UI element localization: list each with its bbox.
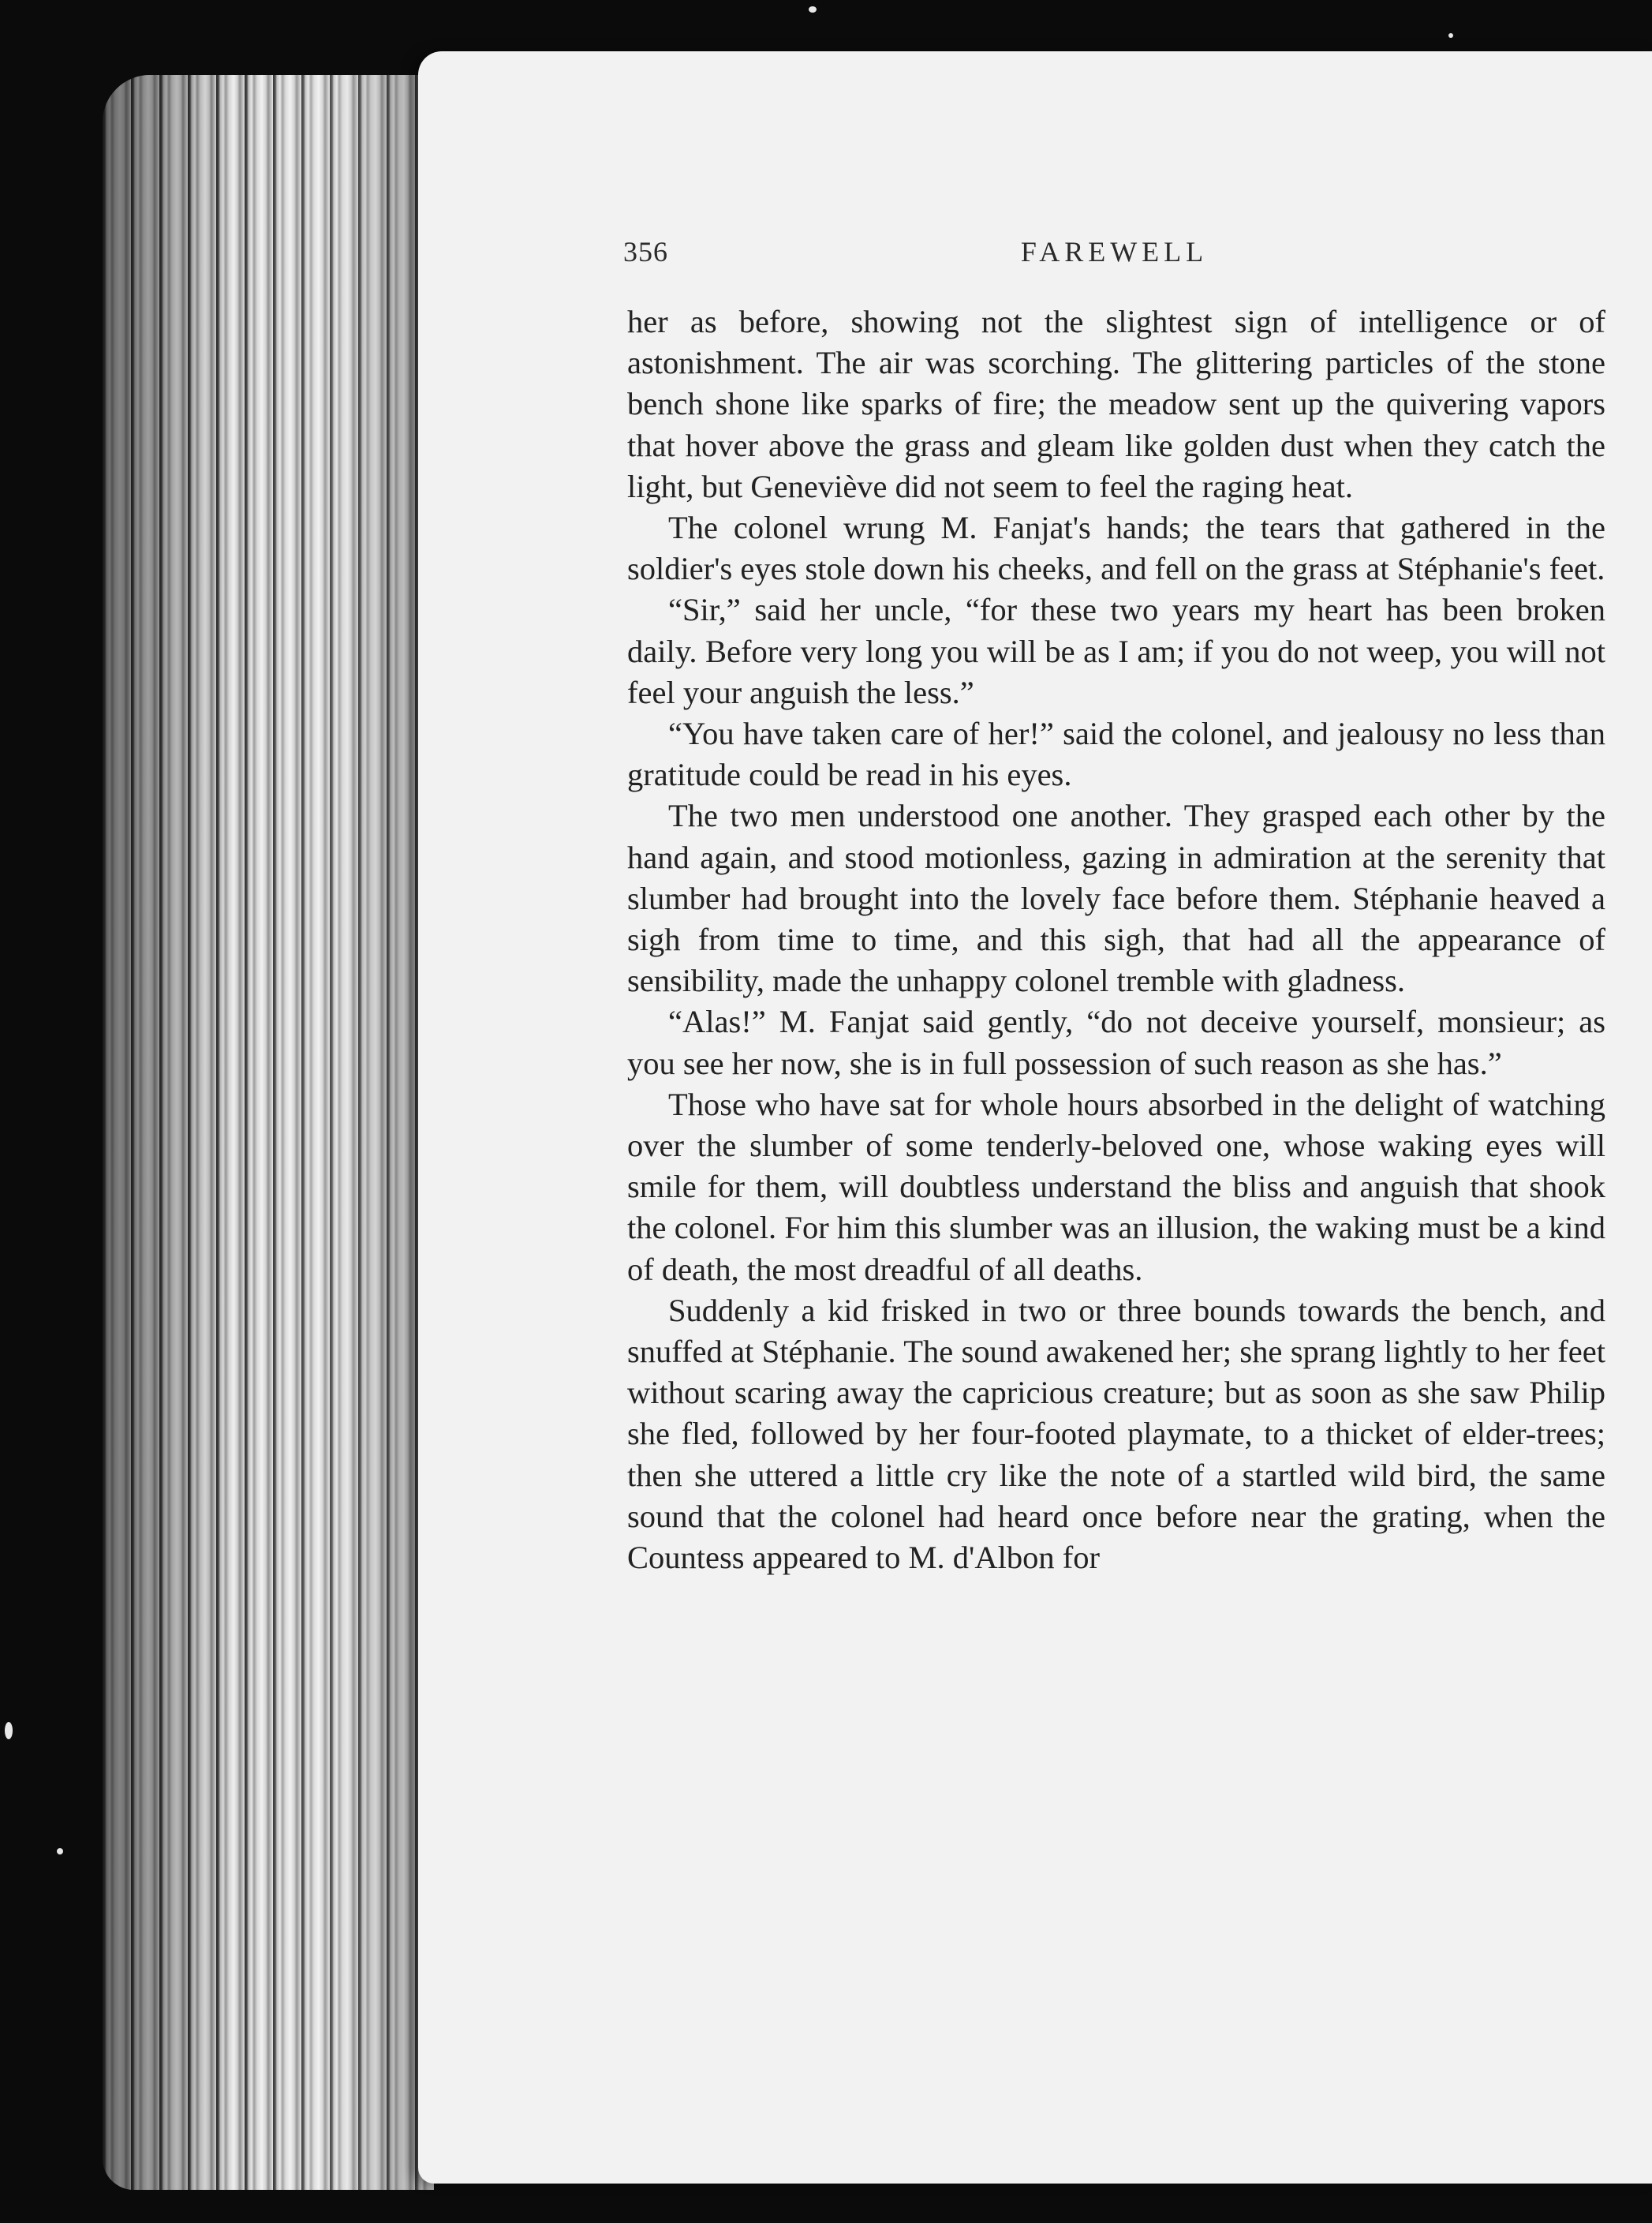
running-title: FAREWELL [1020,236,1209,268]
paragraph: “Alas!” M. Fanjat said gently, “do not deceive yourself, monsieur; as you see her now, she is in full possession of such reason as she has.” [627,1004,1605,1081]
paragraph: Those who have sat for whole hours absorbed in the delight of watching over the slumber of some tenderly-beloved one, whose waking eyes will smile for them, will doubtless understand the bliss and anguish that shook the colonel. For him this slumber was an illusion, the waking must be a kind of death, the most dreadful of all deaths. [627,1086,1605,1287]
page-header [623,235,1605,275]
dust-speck [57,1848,63,1854]
body-text [627,301,1605,1578]
dust-speck [5,1722,13,1739]
paragraph: The colonel wrung M. Fanjat's hands; the tears that gathered in the soldier's eyes stole down his cheeks, and fell on the grass at Stéphanie's feet. [627,510,1605,587]
book-page-edges [103,75,434,2190]
paragraph: her as before, showing not the slightest sign of intelligence or of astonishment. The air was scorching. The glittering particles of the stone bench shone like sparks of fire; the meadow sent up the quivering vapors that hover above the grass and gleam like golden dust when they catch the light, but Geneviève did not seem to feel the raging heat. [627,304,1605,504]
paragraph: “Sir,” said her uncle, “for these two years my heart has been broken daily. Before very long you will be as I am; if you do not weep, you will not feel your anguish the less.” [627,592,1605,710]
dust-speck [809,6,817,13]
page-number: 356 [623,236,668,268]
paragraph: “You have taken care of her!” said the colonel, and jealousy no less than gratitude could be read in his eyes. [627,716,1605,793]
paragraph: Suddenly a kid frisked in two or three bounds towards the bench, and snuffed at Stéphanie. The sound awakened her; she sprang lightly to her feet without scaring away the capricious creature; but as soon as she saw Philip she fled, followed by her four-footed playmate, to a thicket of elder-trees; then she uttered a little cry like the note of a startled wild bird, the same sound that the colonel had heard once before near the grating, when the Countess appeared to M. d'Albon for [627,1292,1605,1576]
dust-speck [1448,33,1453,38]
paragraph: The two men understood one another. They grasped each other by the hand again, and stood motionless, gazing in admiration at the serenity that slumber had brought into the lovely face before them. Stéphanie heaved a sigh from time to time, and this sigh, that had all the appearance of sensibility, made the unhappy colonel tremble with gladness. [627,798,1605,999]
